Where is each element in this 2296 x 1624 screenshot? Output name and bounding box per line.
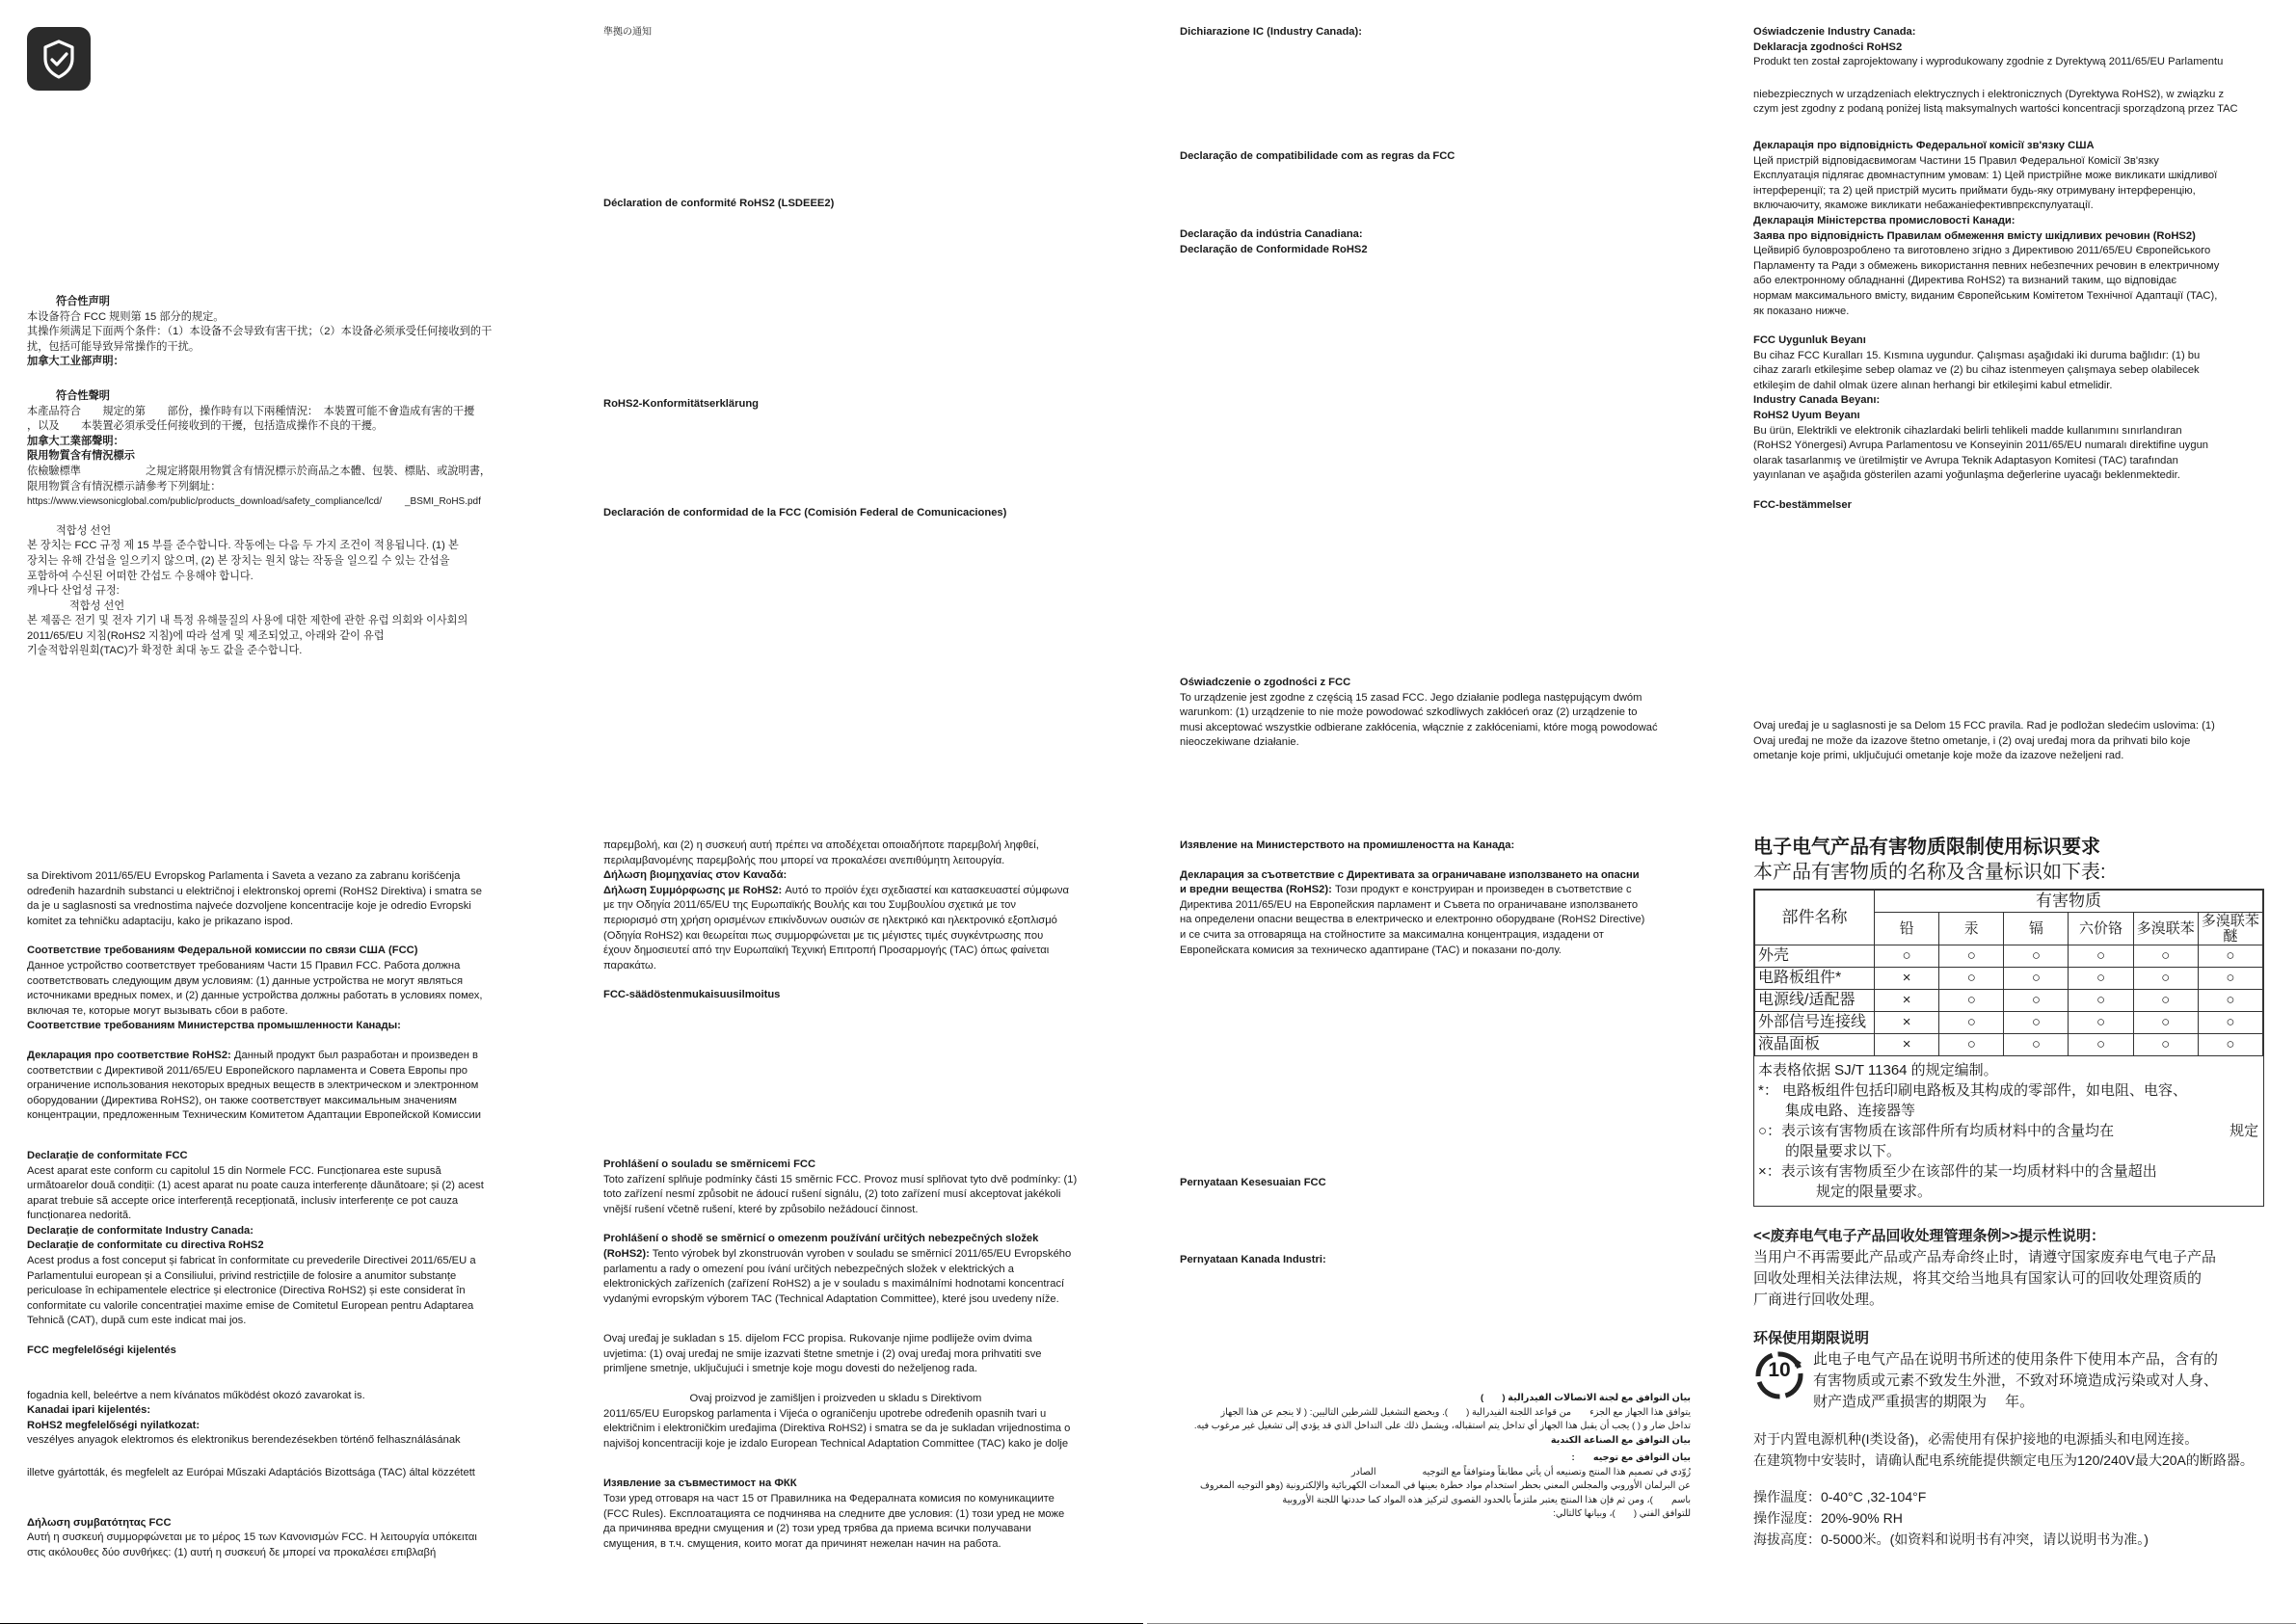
text-line: للتوافق الفني ( )، وبيانها كالتالي: [1553,1508,1691,1519]
text-line: Bu ürün, Elektrikli ve elektronik cihazlardaki belirli tehlikeli madde kullanımını sınırlandıran [1753,424,2182,437]
col4-block [1753,25,2279,514]
text-line: Acest aparat este conform cu capitolul 15 din Normele FCC. Funcționarea este supusă [27,1164,441,1177]
text-line: Toto zařízení splňuje podmínky části 15 směrnic FCC. Provoz musí splňovat tyto dvě podmínky: (1) [603,1173,1078,1185]
pl-rohs-heading: Deklaracja zgodności RoHS2 [1753,40,1903,53]
part-name: 液晶面板 [1755,1034,1875,1056]
mark-cell: ○ [2069,945,2133,968]
text-line: periculoase în echipamentele electrice și electronice (Directiva RoHS2) și este considerat în [27,1285,466,1297]
text-line: električnim i elektroničkim uređajima (Direktiva RoHS2) i smatra se da je sukladan vrijednostima o [603,1423,1071,1435]
hu-fcc-heading: FCC megfelelőségi kijelentés [27,1344,176,1357]
text-line: включаючиту, якаможе викликати небажаніефективпрєкспулуатації. [1753,200,2094,212]
table-row [1755,1012,2263,1034]
text-line: Данный продукт был разработан и произведен в [230,1049,478,1061]
text-line: (Οδηγία RoHS2) και θεωρείται πως συμμορφώνεται με τις μέγιστες τιμές συγκέντρωσης που [603,929,1044,942]
table-row [1755,968,2263,990]
sr-fcc-block [1753,719,2279,764]
china-rohs-subtitle: 本产品有害物质的名称及含量标识如下表: [1753,862,2106,883]
text-line: يتوافق هذا الجهاز مع الجزء من قواعد اللجنة الفيدرالية ( ). ويخضع التشغيل للشرطين التاليين: ( لا ينجم عن هذا الجهاز [1220,1406,1691,1418]
bg-fcc-heading: Изявление за съвместимост на ФКК [603,1478,797,1490]
eco-badge [1753,1349,1805,1401]
mark-cell: ○ [2004,990,2069,1012]
kr-title-2: 적합성 선언 [69,599,125,612]
text-line: etkileşim de dahil olmak üzere alınan herhangi bir etkileşimi kabul etmelidir. [1753,379,2113,391]
note-line: ○：表示该有害物质在该部件所有均质材料中的含量均在 规定 [1758,1123,2259,1140]
text-line: czym jest zgodny z podaną poniżej listą maksymalnych wartości koncentracji sporządzoną przez TAC [1753,103,2238,116]
rohs-url[interactable] [27,494,547,510]
tr-rohs-heading: RoHS2 Uyum Beyanı [1753,410,1860,422]
text-line: 2011/65/EU 지침(RoHS2 지침)에 따라 설계 및 제조되었고, 아래와 같이 유럽 [27,629,385,642]
table-row [1755,945,2263,968]
eco-heading: 环保使用期限说明 [1753,1330,1870,1347]
table-notes [1754,1056,2263,1206]
text-line: нормам максимального вмісту, виданим Європейським Комітетом Технічної Адаптації (TAC), [1753,289,2218,302]
bg-rohs-line [1180,883,1720,898]
rohs-url-suffix[interactable]: _BSMI_RoHS.pdf [404,496,481,508]
text-line: 본 장치는 FCC 규정 제 15 부를 준수합니다. 작동에는 다음 두 가지 조건이 적용됩니다. (1) 본 [27,540,459,552]
text-line: تداخل ضار و ( ) يجب أن يقبل هذا الجهاز أي تداخل يتم استقباله، ويشمل ذلك على التداخل الذي قد يؤدي إلى تشغيل غير مرغوب فيه. [1193,1421,1691,1431]
ua-rohs-heading: Заява про відповідність Правилам обмеження вмісту шкідливих речовин (RoHS2) [1753,229,2196,242]
text-line: 포함하여 수신된 어떠한 간섭도 수용해야 합니다. [27,570,254,582]
text-line: 操作湿度：20%-90% RH [1753,1510,1903,1527]
mark-cell: ○ [2004,968,2069,990]
text-line: Ovaj uređaj ne može da izazove štetno ometanje, i (2) ovaj uređaj mora da prihvati bilo koje [1753,734,2191,747]
text-line: на определени опасни вещества в електрическо и електронно оборудване (RoHS2 Directive) [1180,914,1645,926]
mark-cell: × [1875,968,1939,990]
cn-title: 符合性声明 [56,296,110,307]
eco-badge-number: 10 [1768,1359,1791,1382]
text-line: με την Οδηγία 2011/65/EU της Ευρωπαϊκής Βουλής και του Συμβουλίου σχετικά με τον [603,899,1016,912]
text-line: ограничение использования некоторых вредных веществ в электрическом и электронном [27,1079,479,1092]
mark-cell: ○ [1939,1012,2004,1034]
text-line: vydanými evropským výborem TAC (Technical Adaptation Committee), které jsou uvedeny níže. [603,1292,1059,1305]
text-line: Αυτό το προϊόν έχει σχεδιαστεί και κατασκευαστεί σύμφωνα [782,884,1069,896]
id-fcc-heading: Pernyataan Kesesuaian FCC [1180,1177,1326,1188]
text-line: 扰，包括可能导致异常操作的干扰。 [27,340,200,353]
mark-cell: ○ [2198,1034,2262,1056]
it-heading: Dichiarazione IC (Industry Canada): [1180,26,1362,38]
part-name: 电源线/适配器 [1755,990,1875,1012]
mark-cell: ○ [1939,968,2004,990]
mark-cell: ○ [1875,945,1939,968]
ar-block [1180,1392,1691,1522]
kr-canada-heading: 캐나다 산업성 규정: [27,585,120,598]
mark-cell: × [1875,990,1939,1012]
ua-fcc-heading: Декларація про відповідність Федеральної комісії зв'язку США [1753,139,2095,151]
text-line: Acest produs a fost conceput și fabricat în conformitate cu prevederile Directivei 2011/65/EU a [27,1255,476,1267]
text-line: sa Direktivom 2011/65/EU Evropskog Parlamenta i Saveta a vezano za zabranu korišćenja [27,870,461,882]
text-line: соответствии с Директивой 2011/65/EU Европейского парламента и Совета Европы про [27,1064,467,1077]
text-line: olarak tasarlanmış ve üretilmiştir ve Avrupa Teknik Adaptasyon Komitesi (TAC) tarafından [1753,454,2178,466]
cz-rohs-heading: Prohlášení o shodě se směrnicí o omezenm používání určitých nebezpečných složek [603,1233,1039,1245]
text-line: uvjetima: (1) ovaj uređaj ne smije izazvati štetne smetnje i (2) ovaj uređaj mora prihvatiti sve [603,1347,1042,1360]
part-name: 电路板组件* [1755,968,1875,990]
text-line: određenih hazardnih substanci u električnoj i elektronskoj opremi (RoHS2 Direktiva) i smatra se [27,885,482,897]
ro-ic-heading: Declarație de conformitate Industry Canada: [27,1224,254,1237]
text-line: Αυτή η συσκευή συμμορφώνεται με το μέρος 15 των Κανονισμών FCC. Η λειτουργία υπόκειται [27,1531,477,1544]
text-line: περιορισμό στη χρήση ορισμένων επικίνδυνων ουσιών σε ηλεκτρικό και ηλεκτρονικό εξοπλισμό [603,914,1057,926]
recycle-heading: <<废弃电气电子产品回收处理管理条例>>提示性说明： [1753,1228,2106,1245]
text-line: соответствовать следующим двум условиям: (1) данные устройства не могут являться [27,974,464,987]
text-line: 限用物質含有情況標示請參考下列網址： [27,480,222,493]
col6-block [603,839,1143,1552]
text-line: або електронному обладнанні (Директива RoHS2) та визнаний таким, що відповідає [1753,275,2177,287]
mark-cell: ○ [1939,990,2004,1012]
china-rohs-title: 电子电气产品有害物质限制使用标识要求 [1753,837,2100,858]
hu-rohs-heading: RoHS2 megfelelőségi nyilatkozat: [27,1419,200,1431]
text-line: περιλαμβανομένης παρεμβολής που μπορεί να προκαλέσει ανεπιθύμητη λειτουργία. [603,854,1005,866]
ar-ic-heading: بيان التوافق مع الصناعة الكندية [1550,1434,1691,1446]
text-line: Европейската комисия за техническо адаптиране (TAC) и показани по-долу. [1180,944,1562,956]
text-line: To urządzenie jest zgodne z częścią 15 zasad FCC. Jego działanie podlega następującym dwóm [1180,691,1642,704]
mark-cell: ○ [2069,1034,2133,1056]
substance-header: 铅 [1875,913,1939,945]
jp-heading: 準拠の通知 [603,27,652,38]
col1-cjk-compliance [27,295,547,659]
eco-text [1813,1349,2218,1413]
es-heading: Declaración de conformidad de la FCC (Comisión Federal de Comunicaciones) [603,507,1007,519]
text-line: 2011/65/EU Europskog parlamenta i Vijeća o ograničenju upotrebe određenih opasnih tvari u [603,1407,1047,1420]
gr-rohs-heading: Δήλωση Συμμόρφωσης με RoHS2: [603,884,783,896]
text-line: ，以及 本裝置必須承受任何接收到的干擾，包括造成操作不良的干擾。 [27,420,384,433]
tr-fcc-heading: FCC Uygunluk Beyanı [1753,334,1866,347]
note-line: *： 电路板组件包括印刷电路板及其构成的零部件，如电阻、电容、 [1758,1082,2188,1100]
text-line: 海拔高度：0-5000米。(如资料和说明书有冲突，请以说明书为准。) [1753,1531,2149,1548]
text-line: включая те, которые могут вызывать сбои в работе. [27,1004,288,1017]
text-line: cihaz zararlı etkileşime sebep olamaz ve (2) bu cihaz istenmeyen çalışmaya sebep olabilecek [1753,364,2200,377]
col-group-header: 有害物质 [1875,891,2263,913]
substance-header: 汞 [1939,913,2004,945]
pl-fcc-block [1180,676,1720,751]
mark-cell: ○ [2004,1034,2069,1056]
cz-fcc-heading: Prohlášení o souladu se směrnicemi FCC [603,1158,816,1170]
note-line: 规定的限量要求。 [1816,1184,1933,1201]
col5-block [27,869,552,1560]
tw-canada-heading: 加拿大工業部聲明： [27,435,124,447]
text-line: illetve gyártották, és megfelelt az Európai Műszaki Adaptációs Bizottsága (TAC) által közzétett [27,1467,475,1478]
text-line: як показано нижче. [1753,305,1850,317]
text-line: 当用户不再需要此产品或产品寿命终止时，请遵守国家废弃电气电子产品 [1753,1249,2217,1266]
text-line: Този продукт е конструиран и произведен в съответствие с [1331,884,1632,896]
de-heading: RoHS2-Konformitätserklärung [603,398,759,410]
part-name: 外部信号连接线 [1755,1012,1875,1034]
text-line: источниками вредных помех, и (2) данные устройства должны работать в условиях помех, [27,990,483,1002]
text-line: и се счита за отговаряща на стойностите за максимална концентрация, издадени от [1180,928,1604,941]
text-line: 在建筑物中安装时，请确认配电系统能提供额定电压为120/240V最大20A的断路器。 [1753,1452,2254,1469]
col-part-header: 部件名称 [1755,891,1875,945]
cn-canada-heading: 加拿大工业部声明： [27,356,124,368]
text-line: elektronických zařízeních (zařízení RoHS2) a je v souladu s maximálními hodnotami koncentrací [603,1278,1065,1291]
text-line: vnější rušení včetně rušení, které by způsobilo nežádoucí činnost. [603,1203,919,1215]
text-line: niebezpiecznych w urządzeniach elektrycznych i elektronicznych (Dyrektywa RoHS2), w związku z [1753,88,2225,100]
mark-cell: ○ [2198,968,2262,990]
gr-ic-heading: Δήλωση βιομηχανίας στον Καναδά: [603,869,788,882]
text-line: Данное устройство соответствует требованиям Части 15 Правил FCC. Работа должна [27,959,461,972]
eco-period [1753,1349,2264,1413]
text-line: смущения, в т.ч. смущения, които могат да причинят нежелан начин на работа. [603,1537,1001,1550]
col7-bg-block [1180,839,1720,958]
mark-cell: × [1875,1012,1939,1034]
pt-canada-block [1180,227,1368,257]
text-line: (RoHS2 Yönergesi) Avrupa Parlamentosu ve Konseyinin 2011/65/EU numaralı direktifine uygun [1753,439,2209,452]
ar-rohs-heading: بيان التوافق مع توجيه : [1571,1452,1691,1463]
text-line: ometanje koje primi, uključujući ometanje koje može da izazove neželjeni rad. [1753,750,2124,762]
china-rohs-section [1753,835,2264,1550]
mark-cell: ○ [2133,945,2198,968]
table-header-row [1755,891,2263,913]
text-line: да причинява вредни смущения и (2) този уред трябва да приема всички получавани [603,1523,1031,1535]
pt-canada-heading: Declaração da indústria Canadiana: [1180,228,1363,240]
text-line: (FCC Rules). Експлоатацията се подчинява на следните две условия: (1) този уред не може [603,1507,1065,1520]
ru-rohs-line [27,1049,552,1064]
text-line: fogadnia kell, beleértve a nem kívánatos működést okozó zavarokat is. [27,1389,365,1401]
text-line: Tento výrobek byl zkonstruován vyroben v souladu se směrnicí 2011/65/EU Evropského [649,1247,1072,1260]
mark-cell: ○ [2069,1012,2133,1034]
text-line: 장치는 유해 간섭을 일으키지 않으며, (2) 본 장치는 원치 않는 작동을 일으킬 수 있는 간섭을 [27,554,450,567]
ro-rohs-heading: Declarație de conformitate cu directiva RoHS2 [27,1239,264,1252]
text-line: παρακάτω. [603,959,656,972]
note-line: 的限量要求以下。 [1785,1143,1902,1160]
mark-cell: ○ [1939,945,2004,968]
text-line: conformitate cu valorile concentrației maxime emise de Comitetul European pentru Adaptarea [27,1299,474,1312]
text-line: 有害物质或元素不致发生外泄，不致对环境造成污染或对人身、 [1813,1372,2219,1390]
text-line: Цейвиріб буловрозроблено та виготовлено згідно з Директивою 2011/65/EU Європейського [1753,245,2211,257]
text-line: yayınlanan ve aşağıda gösterilen azami yoğunlaşma değerlerine uyacağı beklenmektedir. [1753,469,2180,482]
brand-logo [27,27,91,91]
ua-canada-heading: Декларація Міністерства промисловості Канади: [1753,214,2016,226]
text-line: najvišoj koncentraciji koje je izdalo European Technical Adaptation Committee (TAC) kako je dolje [603,1437,1069,1450]
text-line: da je u saglasnosti sa vrednostima najveće dozvoljene koncentracije koje je odredio Evropski [27,900,471,913]
text-line: 对于内置电源机种(I类设备)，必需使用有保护接地的电源插头和电网连接。 [1753,1431,2199,1448]
cz-rohs-line [603,1247,1143,1263]
substance-header: 镉 [2004,913,2069,945]
ru-canada-heading: Соответствие требованиям Министерства промышленности Канады: [27,1020,401,1032]
bg-rohs-heading: Декларация за съответствие с Директивата за ограничаване използването на опасни [1180,868,1640,881]
table-row [1755,990,2263,1012]
mark-cell: ○ [2133,1034,2198,1056]
text-line: 本產品符合 規定的第 部份，操作時有以下兩種情況： 本裝置可能不會造成有害的干擾 [27,405,475,417]
text-line: στις ακόλουθες δύο συνθήκες: (1) αυτή η συσκευή δε μπορεί να προκαλέσει επιβλαβή [27,1546,437,1558]
text-line: 依檢驗標準 之規定將限用物質含有情況標示於商品之本體、包裝、標貼、或說明書， [27,465,492,477]
text-line: Този уред отговаря на част 15 от Правилника на Федералната комисия по комуникациите [603,1493,1055,1505]
mark-cell: ○ [2133,1012,2198,1034]
tw-rohs-heading: 限用物質含有情況標示 [27,450,135,463]
text-line: warunkom: (1) urządzenie to nie może powodować szkodliwych zakłóceń oraz (2) urządzenie to [1180,706,1638,719]
se-heading: FCC-bestämmelser [1753,499,1852,512]
note-line: 集成电路、连接器等 [1785,1103,1916,1120]
mark-cell: ○ [2069,968,2133,990]
ro-fcc-heading: Declarație de conformitate FCC [27,1149,188,1161]
kr-title: 적합성 선언 [56,524,112,537]
note-line: ×：表示该有害物质至少在该部件的某一均质材料中的含量超出 [1758,1163,2157,1181]
text-line: toto zařízení nesmí způsobit ne ádoucí rušení signálu, (2) toto zařízení musí akceptovat jakékoli [603,1188,1061,1201]
text-line: έχουν δημοσιευτεί από την Ευρωπαϊκή Τεχνική Επιτροπή Προσαρμογής (TAC) όπως φαίνεται [603,945,1050,957]
mark-cell: × [1875,1034,1939,1056]
mark-cell: ○ [2069,990,2133,1012]
text-line: primljene smetnje, uključujući i smetnje koje mogu dovesti do neželjenog rada. [603,1363,978,1375]
text-line: زُوّدي في تصميم هذا المنتج وتصنيعه أن يأتي مطابقاً ومتوافقاً مع التوجيه الصادر [1350,1466,1691,1478]
tw-title: 符合性聲明 [56,389,110,402]
text-line: Parlamentului european și a Consiliului, privind restricțiile de folosire a anumitor substanțe [27,1269,457,1282]
pl-fcc-heading: Oświadczenie o zgodności z FCC [1180,677,1351,688]
text-line: 此电子电气产品在说明书所述的使用条件下使用本产品，含有的 [1813,1351,2219,1369]
id-canada-heading: Pernyataan Kanada Industri: [1180,1254,1326,1265]
substance-header: 多溴联苯醚 [2198,913,2262,945]
mark-cell: ○ [2004,1012,2069,1034]
mark-cell: ○ [2198,990,2262,1012]
cz-rohs-tag: (RoHS2): [603,1247,650,1260]
table-row [1755,1034,2263,1056]
bg-rohs-heading-2: и вредни вещества (RoHS2): [1180,884,1332,896]
text-line: 操作温度：0-40°C ,32-104°F [1753,1489,1927,1505]
rohs-table-wrap [1753,889,2264,1207]
text-line: Директива 2011/65/EU на Европейския парламент и Съвета по ограничаване използването [1180,898,1639,911]
mark-cell: ○ [2198,945,2262,968]
text-line: următoarelor două condiții: (1) acest aparat nu poate cauza interferențe dăunătoare; și (2) acest [27,1180,484,1192]
text-line: nieoczekiwane działanie. [1180,736,1299,749]
text-line: komitet za tehničku adaptaciju, kako je prikazano ispod. [27,915,294,927]
ru-rohs-heading: Декларация про соответствие RoHS2: [27,1049,231,1061]
text-line: parlamentu a rady o omezení pou ívání určitých nebezpečných složek v elektrických a [603,1263,1014,1275]
text-line: Експлуатація підлягає двомнаступним умовам: 1) Цей пристрійне може викликати шкідливої [1753,170,2218,182]
text-line: Парламенту та Ради з обмежень використання певних небезпечних речовин в електричному [1753,259,2220,272]
text-line: Ovaj proizvod je zamišljen i proizveden u skladu s Direktivom [603,1393,982,1405]
text-line: 财产造成严重损害的期限为 年。 [1813,1394,2035,1411]
fr-heading: Déclaration de conformité RoHS2 (LSDEEE2) [603,198,835,209]
tr-canada-heading: Industry Canada Beyanı: [1753,394,1881,407]
text-line: Tehnică (CAT), după cum este indicat mai jos. [27,1315,247,1327]
shield-check-icon [27,27,91,91]
text-line: عن البرلمان الأوروبي والمجلس المعني بحظر استخدام مواد خطرة بعينها في المعدات الكهربائية والإلكترونية (وهو التوجيه المعروف [1199,1480,1691,1491]
text-line: 回收处理相关法律法规，将其交给当地具有国家认可的回收处理资质的 [1753,1270,2203,1288]
mark-cell: ○ [2198,1012,2262,1034]
text-line: aparat trebuie să accepte orice interferență recepționată, inclusiv interferențe ce pot cauza [27,1194,459,1207]
text-line: باسم )، ومن ثم فإن هذا المنتج يعتبر ملتزماً بالحدود القصوى لتركيز هذه المواد كما حددتها اللجنة الأوروبية [1282,1494,1691,1505]
gr-fcc-heading: Δήλωση συμβατότητας FCC [27,1516,172,1529]
text-line: Ovaj uređaj je sukladan s 15. dijelom FCC propisa. Rukovanje njime podliježe ovim dvima [603,1333,1032,1345]
rohs-url-base[interactable]: https://www.viewsonicglobal.com/public/products_download/safety_compliance/lcd/ [27,496,382,508]
text-line: Bu cihaz FCC Kuralları 15. Kısmına uygundur. Çalışması aşağıdaki iki duruma bağlıdır: (1) bu [1753,349,2201,361]
pt-rohs-heading: Declaração de Conformidade RoHS2 [1180,243,1368,255]
gr-rohs-line [603,884,1143,899]
rohs-table [1754,890,2263,1056]
hu-ic-heading: Kanadai ipari kijelentés: [27,1404,151,1417]
text-line: funcționarea nedorită. [27,1210,132,1222]
text-line: παρεμβολή, και (2) η συσκευή αυτή πρέπει να αποδέχεται οποιαδήποτε παρεμβολή ληφθεί, [603,839,1039,851]
text-line: Ovaj uređaj je u saglasnosti je sa Delom 15 FCC pravila. Rad je podložan sledećim uslovima: (1) [1753,720,2215,732]
text-line: 本设备符合 FCC 规则第 15 部分的规定。 [27,310,225,323]
ar-fcc-heading: بيان التوافق مع لجنة الاتصالات الفيدرالية ( ) [1481,1393,1691,1403]
text-line: Цей пристрій відповідаєвимогам Частини 15 Правил Федеральної Комісії Зв'язку [1753,154,2159,167]
mark-cell: ○ [2004,945,2069,968]
text-line: 본 제품은 전기 및 전자 기기 내 특정 유해물질의 사용에 대한 제한에 관한 유럽 의회와 이사회의 [27,615,468,627]
substance-header: 六价铬 [2069,913,2133,945]
mark-cell: ○ [2133,990,2198,1012]
pl-ic-heading: Oświadczenie Industry Canada: [1753,26,1916,38]
text-line: інтерференції; та 2) цей пристрій мусить приймати будь-яку отримувану інтерференцію, [1753,184,2196,197]
mark-cell: ○ [2133,968,2198,990]
ru-fcc-heading: Соответствие требованиям Федеральной комиссии по связи США (FCC) [27,945,418,957]
pt-fcc-heading: Declaração de compatibilidade com as regras da FCC [1180,150,1455,162]
text-line: 기술적합위원회(TAC)가 확정한 최대 농도 값을 준수합니다. [27,645,303,657]
col2-headings [603,25,1143,40]
substance-header: 多溴联苯 [2133,913,2198,945]
text-line: концентрации, предложенным Техническим Комитетом Адаптации Европейской Комиссии [27,1109,482,1122]
fi-fcc-heading: FCC-säädöstenmukaisuusilmoitus [603,989,781,1001]
text-line: veszélyes anyagok elektromos és elektronikus berendezésekben történő felhasználásának [27,1434,461,1447]
text-line: 其操作须满足下面两个条件：（1）本设备不会导致有害干扰；（2）本设备必须承受任何接收到的干 [27,326,493,338]
text-line: 厂商进行回收处理。 [1753,1291,1884,1309]
text-line: musi akceptować wszystkie odbierane zakłócenia, włącznie z zakłóceniami, które mogą powodować [1180,721,1658,733]
mark-cell: ○ [1939,1034,2004,1056]
text-line: оборудовании (Директива RoHS2), он также соответствует максимальным значениям [27,1094,457,1106]
bg-canada-heading: Изявление на Министерството на промишлеността на Канада: [1180,839,1515,851]
note-line: 本表格依据 SJ/T 11364 的规定编制。 [1758,1062,1998,1079]
part-name: 外壳 [1755,945,1875,968]
text-line: Produkt ten został zaprojektowany i wyprodukowany zgodnie z Dyrektywą 2011/65/EU Parlamentu [1753,56,2224,68]
